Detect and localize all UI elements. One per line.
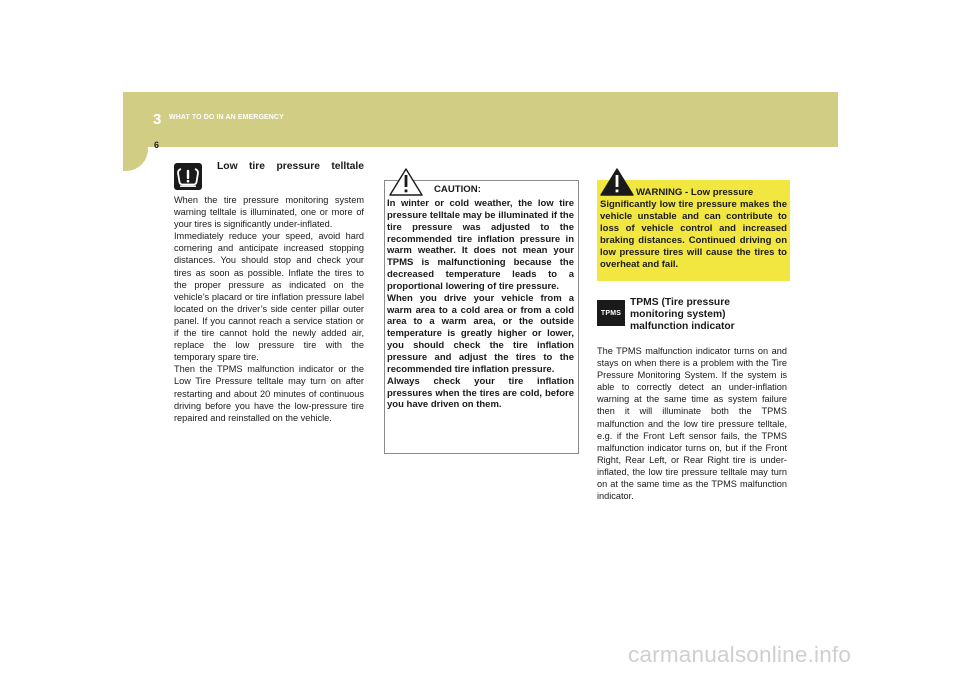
page-number: 6: [154, 140, 160, 150]
caution-title: CAUTION:: [434, 184, 481, 195]
chapter-title: WHAT TO DO IN AN EMERGENCY: [169, 114, 284, 121]
tpms-indicator-icon: TPMS: [597, 300, 625, 326]
telltale-heading: Low tire pressure telltale: [217, 161, 364, 172]
watermark: carmanualsonline.info: [628, 642, 852, 667]
caution-triangle-icon: [389, 168, 423, 201]
caution-text: [387, 198, 574, 411]
caution-paragraph-3: Always check your tire inflation pressures when the tires are cold, before you have driven on them.: [387, 375, 574, 411]
header-tab: [123, 147, 148, 171]
caution-paragraph-1: In winter or cold weather, the low tire pressure telltale may be illuminated if the tire pressure was adjusted to the recommended tire inflation pressure in warm weather. It does not mean your TPMS is malfunctioning because the decreased temperature leads to a proportional lowering of tire pressure.: [387, 198, 574, 292]
tpms-text: The TPMS malfunction indicator turns on and stays on when there is a problem with the Tire Pressure Monitoring System. If the system is able to correctly detect an under-inflation warning at the same time as system failure then it will illuminate both the TPMS malfunction and the low tire pressure telltale, e.g. if the Front Left sensor fails, the TPMS malfunction indicator turns on, but if the Front Right, Rear Left, or Rear Right tire is under-inflated, the low tire pressure telltale may turn on at the same time as the TPMS malfunction indicator.: [597, 346, 787, 502]
tpms-heading: TPMS (Tire pressure monitoring system) malfunction indicator: [630, 297, 735, 333]
tire-pressure-warning-icon: [174, 163, 202, 190]
warning-text: Significantly low tire pressure makes the vehicle unstable and can contribute to loss of vehicle control and increased braking distances. Continued driving on low pressure tires will cause the tires to overheat and fail.: [600, 199, 787, 270]
telltale-paragraph-3: Then the TPMS malfunction indicator or the Low Tire Pressure telltale may turn on after restarting and about 20 minutes of continuous driving before you have the low-pressure tire repaired and reinstalled on the vehicle.: [174, 364, 364, 423]
telltale-paragraph-1: When the tire pressure monitoring system warning telltale is illuminated, one or more of your tires is significantly under-inflated.: [174, 195, 364, 230]
chapter-number: 3: [153, 111, 162, 128]
warning-title: WARNING - Low pressure: [636, 187, 754, 198]
low-tire-pressure-section: [174, 160, 364, 424]
warning-triangle-icon: [600, 168, 634, 201]
caution-paragraph-2: When you drive your vehicle from a warm area to a cold area or from a cold area to a warm area, or the outside temperature is greatly higher or lower, you should check the tire inflation pressure and adjust the tires to the recommended tire inflation pressure.: [387, 292, 574, 375]
telltale-paragraph-2: Immediately reduce your speed, avoid hard cornering and anticipate increased stopping distances. You should stop and check your tires as soon as possible. Inflate the tires to the proper pressure as indicated on the vehicle’s placard or tire inflation pressure label located on the driver’s side center pillar outer panel. If you cannot reach a service station or if the tire cannot hold the newly added air, replace the low pressure tire with the temporary spare tire.: [174, 231, 364, 363]
